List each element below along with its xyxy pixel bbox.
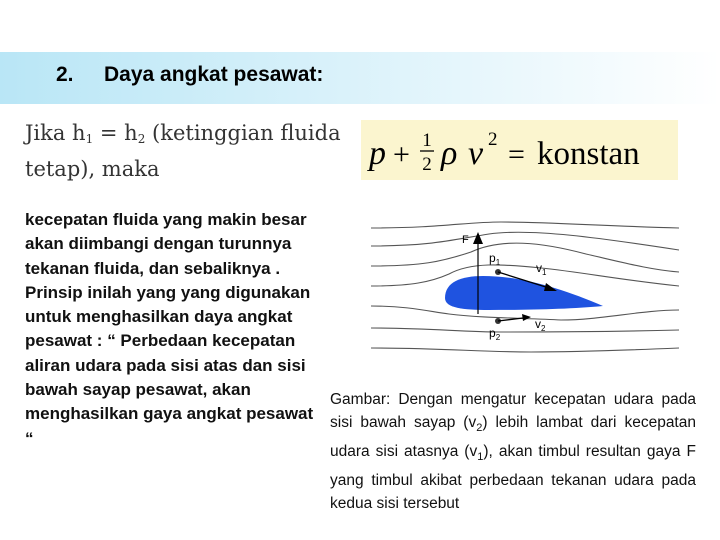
wing-airfoil — [445, 276, 603, 310]
caption-part3: ), akan timbul resultan gaya F yang timbul akibat perbedaan tekanan udara pada kedua sisi tersebut — [330, 443, 696, 513]
caption-sub-a: 2 — [476, 422, 483, 435]
intro-pre: Jika h — [25, 121, 86, 145]
formula-plus: + — [393, 138, 410, 171]
bernoulli-formula — [361, 120, 678, 180]
figure-caption — [330, 388, 696, 515]
label-F: F — [462, 234, 469, 246]
v2-arrowhead — [522, 314, 531, 321]
label-p2: $p_2$ — [489, 326, 501, 342]
intro-post: (ketinggian fluida tetap), maka — [25, 121, 341, 181]
body-text: kecepatan fluida yang makin besar akan diimbangi dengan turunnya tekanan fluida, dan sebaliknya . Prinsip inilah yang yang digunakan untuk menghasilkan daya angkat pesawat : “ Perbedaan kecepatan aliran udara pada sisi atas dan sisi bawah sayap pesawat, akan menghasilkan gaya angkat pesawat “ — [25, 210, 314, 448]
intro-sub2: 2 — [137, 132, 146, 146]
caption-part2: ) lebih lambat dari kecepatan udara sisi atasnya (v — [330, 414, 696, 461]
formula-exponent: 2 — [488, 129, 498, 150]
title-number: 2. — [56, 63, 74, 86]
title-text: Daya angkat pesawat: — [104, 63, 324, 86]
intro-sub1: 1 — [85, 132, 94, 146]
formula-v: v — [468, 135, 484, 172]
streamline — [371, 243, 679, 272]
streamline — [371, 222, 679, 228]
slide-title — [56, 63, 323, 87]
streamline — [371, 232, 679, 250]
formula-equals: = — [508, 138, 525, 171]
intro-mid: = h — [93, 121, 138, 145]
streamline — [371, 348, 679, 352]
force-arrowhead — [473, 232, 483, 244]
label-p1: $p_1$ — [489, 251, 501, 267]
label-v2: $v_2$ — [535, 317, 546, 333]
caption-part1: Gambar: Dengan mengatur kecepatan udara pada sisi bawah sayap (v — [330, 391, 696, 431]
caption-sub-b: 1 — [477, 451, 484, 464]
formula-denominator: 2 — [422, 154, 432, 175]
formula-rho: ρ — [441, 135, 458, 172]
label-v1: $v_1$ — [536, 261, 547, 277]
airfoil-diagram — [371, 220, 679, 360]
formula-p: p — [369, 135, 386, 172]
streamline — [371, 328, 679, 332]
formula-numerator: 1 — [422, 130, 432, 151]
intro-text — [25, 118, 345, 184]
v1-arrowhead — [544, 283, 557, 291]
formula-rhs: konstan — [537, 136, 640, 172]
